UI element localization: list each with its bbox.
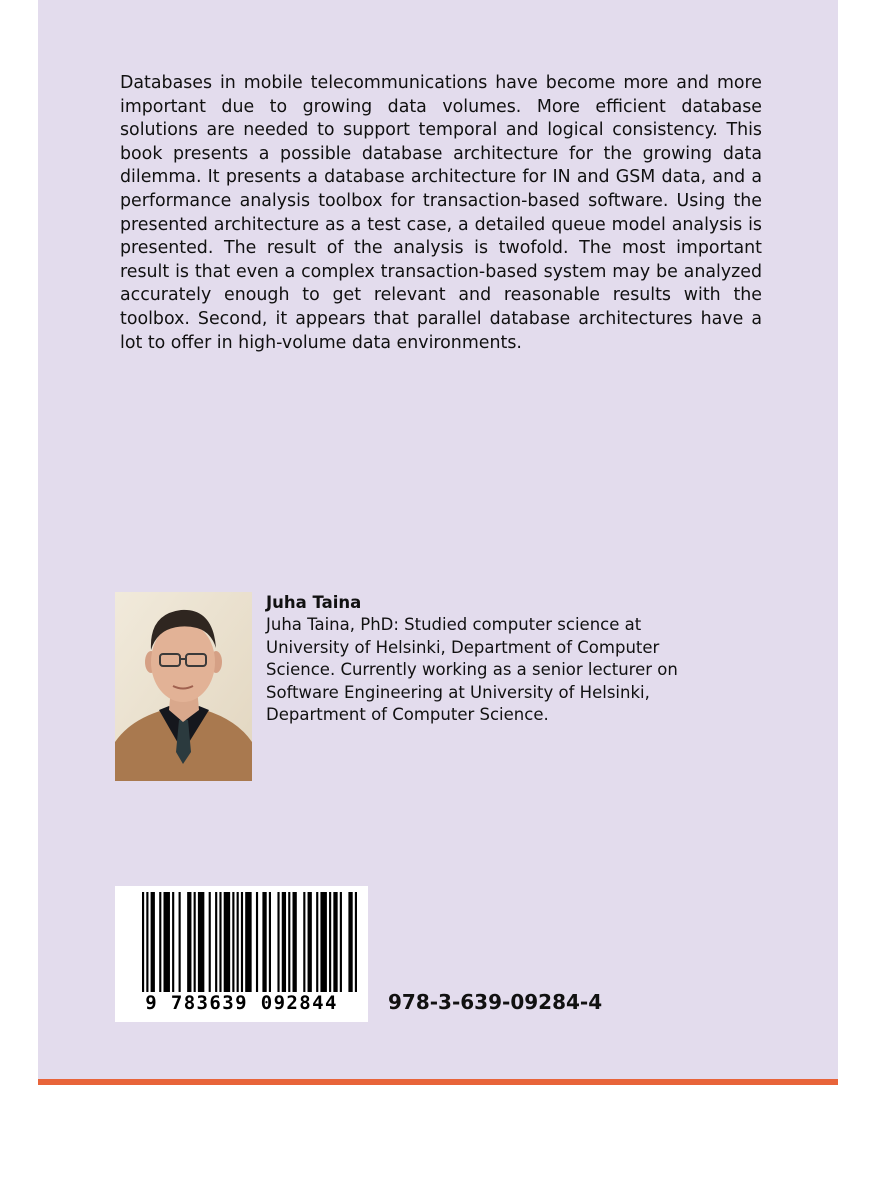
author-name: Juha Taina	[266, 593, 362, 612]
barcode-bar	[262, 892, 266, 992]
barcode-bar	[151, 892, 155, 992]
barcode-bar	[172, 892, 174, 992]
barcode-bar	[340, 892, 342, 992]
barcode-bar	[232, 892, 234, 992]
barcode-bar	[348, 892, 352, 992]
barcode-bar	[245, 892, 251, 992]
barcode-bar	[277, 892, 279, 992]
barcode-bar	[146, 892, 148, 992]
barcode-bar	[333, 892, 337, 992]
barcode-bar	[320, 892, 326, 992]
barcode-bar	[219, 892, 221, 992]
barcode-bar	[215, 892, 217, 992]
barcode-bar	[269, 892, 271, 992]
barcode-bar	[224, 892, 230, 992]
barcode-bar	[316, 892, 318, 992]
barcode-bar	[159, 892, 161, 992]
barcode-bar	[198, 892, 204, 992]
author-portrait-icon	[115, 592, 252, 781]
barcode-bar	[142, 892, 144, 992]
barcode-bar	[187, 892, 191, 992]
barcode-bar	[329, 892, 331, 992]
barcode-digits: 9 783639 092844	[115, 992, 368, 1014]
isbn-number: 978-3-639-09284-4	[388, 990, 603, 1014]
barcode	[115, 886, 368, 1022]
barcode-bar	[303, 892, 305, 992]
barcode-bar	[241, 892, 243, 992]
barcode-bar	[355, 892, 357, 992]
barcode-bar	[179, 892, 181, 992]
barcode-bar	[237, 892, 239, 992]
barcode-bar	[293, 892, 297, 992]
barcode-bar	[288, 892, 290, 992]
barcode-bar	[256, 892, 258, 992]
author-photo	[115, 592, 252, 781]
barcode-bar	[194, 892, 196, 992]
barcode-bar	[164, 892, 170, 992]
book-description: Databases in mobile telecommunications have become more and more important due to growing data volumes. More efficient database solutions are needed to support temporal and logical consistency. This book presents a possible database architecture for the growing data dilemma. It presents a database architecture for IN and GSM data, and a performance analysis toolbox for transaction-based software. Using the presented architecture as a test case, a detailed queue model analysis is presented. The result of the analysis is twofold. The most important result is that even a complex transaction-based system may be analyzed accurately enough to get relevant and reasonable results with the toolbox. Second, it appears that parallel database architectures have a lot to offer in high-volume data environments.	[120, 73, 762, 353]
accent-stripe	[38, 1079, 838, 1085]
barcode-bar	[282, 892, 286, 992]
author-bio: Juha Taina, PhD: Studied computer science at University of Helsinki, Department of Computer Science. Currently working as a senior lecturer on Software Engineering at University of Helsinki, Department of Computer Science.	[266, 615, 678, 724]
barcode-bar	[209, 892, 211, 992]
barcode-bar	[308, 892, 312, 992]
